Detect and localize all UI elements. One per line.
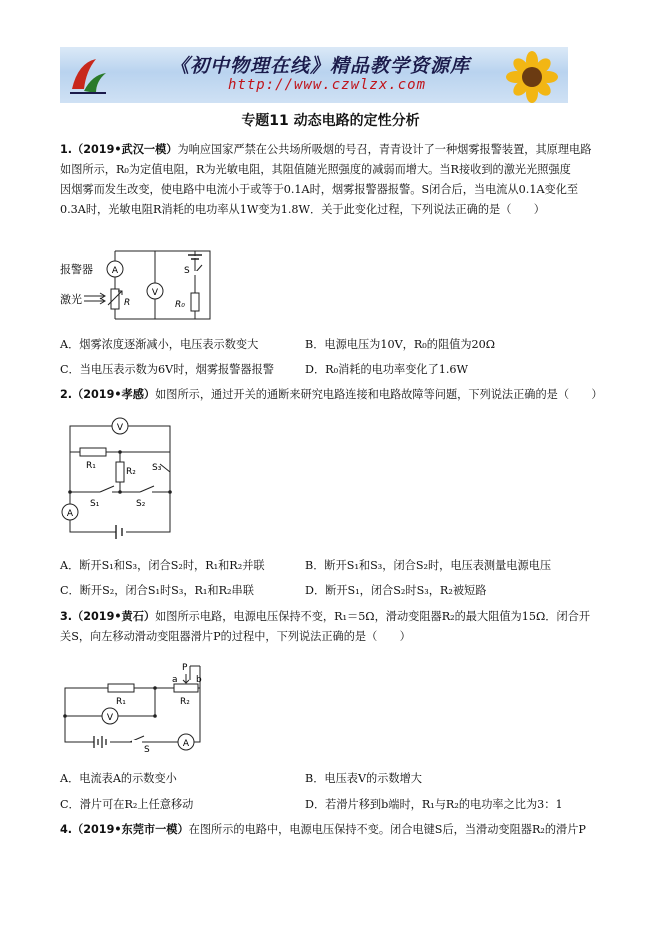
q2-option-c[interactable]: C．断开S₂，闭合S₁时S₃，R₁和R₂串联 [60, 584, 254, 597]
q3-source: （2019•黄石） [72, 610, 156, 623]
q3-a-label: a [172, 675, 178, 685]
q1-option-c[interactable]: C．当电压表示数为6V时，烟雾报警器报警 [60, 363, 274, 376]
q3-text-line: 如图所示电路，电源电压保持不变，R₁＝5Ω，滑动变阻器R₂的最大阻值为15Ω．闭合开 [155, 610, 591, 623]
q3-R2-label: R₂ [180, 697, 190, 707]
q3-P-label: P [182, 663, 188, 673]
q2-voltmeter-label: V [116, 423, 124, 433]
q1-voltmeter-label: V [151, 288, 159, 298]
q1-S-label: S [184, 266, 190, 276]
q3-text-line: 关S，向左移动滑动变阻器滑片P的过程中，下列说法正确的是（ ） [60, 630, 411, 643]
q1-text-line: 为响应国家严禁在公共场所吸烟的号召，青青设计了一种烟雾报警装置，其原理电路 [177, 143, 592, 156]
header-banner [60, 47, 568, 103]
q3-b-label: b [196, 675, 202, 685]
q3-option-a[interactable]: A．电流表A的示数变小 [60, 772, 177, 785]
q4-number: 4. [60, 823, 73, 836]
q3-number: 3. [60, 610, 73, 623]
logo-icon [66, 53, 110, 97]
q2-number: 2. [60, 388, 73, 401]
q3-voltmeter-label: V [106, 713, 114, 723]
page-title: 专题11 动态电路的定性分析 [241, 113, 420, 129]
q1-source: （2019•武汉一模） [72, 143, 178, 156]
q1-text-line: 0.3A时，光敏电阻R消耗的电功率从1W变为1.8W．关于此变化过程，下列说法正确的是（ ） [60, 203, 545, 216]
q2-S3-label: S₃ [152, 463, 162, 473]
q2-S1-label: S₁ [90, 499, 100, 509]
q2-text-line: 如图所示，通过开关的通断来研究电路连接和电路故障等问题，下列说法正确的是（ ） [155, 388, 603, 401]
q1-number: 1. [60, 143, 73, 156]
q4-source: （2019•东莞市一模） [72, 823, 189, 836]
q2-R2-label: R₂ [126, 467, 136, 477]
question-2 [60, 385, 605, 405]
question-3 [60, 607, 605, 647]
q1-option-b[interactable]: B．电源电压为10V，R₀的阻值为20Ω [305, 338, 496, 351]
q1-circuit-diagram [60, 245, 220, 327]
question-1 [60, 140, 605, 220]
q2-ammeter-label: A [66, 509, 74, 519]
q1-R-label: R [124, 298, 131, 308]
q3-option-b[interactable]: B．电压表V的示数增大 [305, 772, 422, 785]
q1-option-d[interactable]: D．R₀消耗的电功率变化了1.6W [305, 363, 469, 376]
question-4 [60, 820, 605, 840]
q1-text-line: 因烟雾而发生改变，使电路中电流小于或等于0.1A时，烟雾报警器报警。S闭合后，当电流从0.1A变化至 [60, 183, 579, 196]
q1-laser-label: 激光 [60, 293, 82, 306]
q3-circuit-diagram [60, 656, 210, 752]
q2-S2-label: S₂ [136, 499, 146, 509]
q3-option-d[interactable]: D．若滑片移到b端时，R₁与R₂的电功率之比为3：1 [305, 798, 563, 811]
q3-S-label: S [144, 745, 150, 752]
q2-option-d[interactable]: D．断开S₁，闭合S₂时S₃，R₂被短路 [305, 584, 487, 597]
q1-text-line: 如图所示，R₀为定值电阻，R为光敏电阻，其阻值随光照强度的减弱而增大。当R接收到的激光光照强度 [60, 163, 571, 176]
q4-text-line: 在图所示的电路中，电源电压保持不变。闭合电键S后，当滑动变阻器R₂的滑片P [188, 823, 586, 836]
q3-R1-label: R₁ [116, 697, 126, 707]
q2-circuit-diagram [60, 412, 185, 542]
q1-ammeter-label: A [111, 266, 119, 276]
q1-option-a[interactable]: A．烟雾浓度逐渐减小，电压表示数变大 [60, 338, 259, 351]
q2-source: （2019•孝感） [72, 388, 156, 401]
q2-option-b[interactable]: B．断开S₁和S₃，闭合S₂时，电压表测量电源电压 [305, 559, 552, 572]
q2-R1-label: R₁ [86, 461, 96, 471]
q2-option-a[interactable]: A．断开S₁和S₃，闭合S₂时，R₁和R₂并联 [60, 559, 265, 572]
banner-url[interactable]: http://www.czwlzx.com [228, 77, 427, 93]
q3-option-c[interactable]: C．滑片可在R₂上任意移动 [60, 798, 194, 811]
q3-ammeter-label: A [182, 739, 190, 749]
q1-R0-label: R₀ [175, 300, 185, 310]
sunflower-icon [502, 51, 562, 103]
q1-alarm-label: 报警器 [60, 263, 93, 276]
banner-title: 《初中物理在线》精品教学资源库 [170, 55, 471, 77]
